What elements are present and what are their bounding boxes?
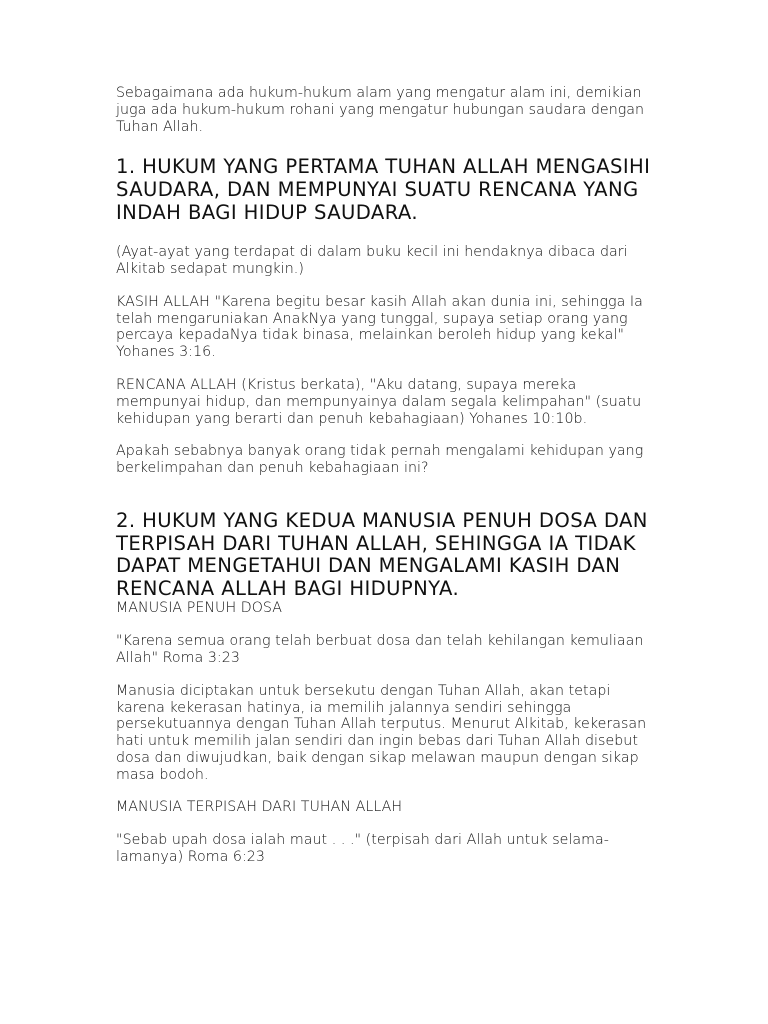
quote-roma-6-23: "Sebab upah dosa ialah maut . . ." (terpisah dari Allah untuk selama-lamanya) Roma 6:23: [116, 832, 609, 866]
document-page: [116, 85, 656, 866]
rencana-allah-paragraph: RENCANA ALLAH (Kristus berkata), "Aku datang, supaya mereka mempunyai hidup, dan mempunyainya dalam segala kelimpahan" (suatu kehidupan yang berarti dan penuh kebahagiaan) Yohanes 10:10b.: [116, 376, 642, 427]
heading-second-law: 2. HUKUM YANG KEDUA MANUSIA PENUH DOSA DAN TERPISAH DARI TUHAN ALLAH, SEHINGGA IA TIDAK DAPAT MENGETAHUI DAN MENGALAMI KASIH DAN RENCANA ALLAH BAGI HIDUPNYA.: [116, 508, 648, 600]
kasih-allah-paragraph: KASIH ALLAH "Karena begitu besar kasih Allah akan dunia ini, sehingga Ia telah mengaruniakan AnakNya yang tunggal, supaya setiap orang yang percaya kepadaNya tidak binasa, melainkan beroleh hidup yang kekal" Yohanes 3:16.: [116, 293, 643, 361]
subheading-manusia-penuh-dosa: MANUSIA PENUH DOSA: [116, 600, 283, 617]
quote-roma-3-23: "Karena semua orang telah berbuat dosa dan telah kehilangan kemuliaan Allah" Roma 3:23: [116, 633, 644, 666]
heading-first-law: 1. HUKUM YANG PERTAMA TUHAN ALLAH MENGASIHI SAUDARA, DAN MEMPUNYAI SUATU RENCANA YANG INDAH BAGI HIDUP SAUDARA.: [116, 155, 651, 224]
note-paragraph: (Ayat-ayat yang terdapat di dalam buku kecil ini hendaknya dibaca dari Alkitab sedapat mungkin.): [116, 244, 628, 277]
manusia-paragraph: Manusia diciptakan untuk bersekutu dengan Tuhan Allah, akan tetapi karena kekerasan hatinya, ia memilih jalannya sendiri sehingga persekutuannya dengan Tuhan Allah terputus. Menurut Alkitab, kekerasan hati untuk memilih jalan sendiri dan ingin bebas dari Tuhan Allah disebut dosa dan diwujudkan, baik dengan sikap melawan maupun dengan sikap masa bodoh.: [116, 682, 647, 783]
intro-paragraph: Sebagaimana ada hukum-hukum alam yang mengatur alam ini, demikian juga ada hukum-hukum rohani yang mengatur hubungan saudara dengan Tuhan Allah.: [116, 85, 645, 135]
question-paragraph: Apakah sebabnya banyak orang tidak pernah mengalami kehidupan yang berkelimpahan dan penuh kebahagiaan ini?: [116, 443, 644, 477]
subheading-manusia-terpisah: MANUSIA TERPISAH DARI TUHAN ALLAH: [116, 799, 403, 816]
